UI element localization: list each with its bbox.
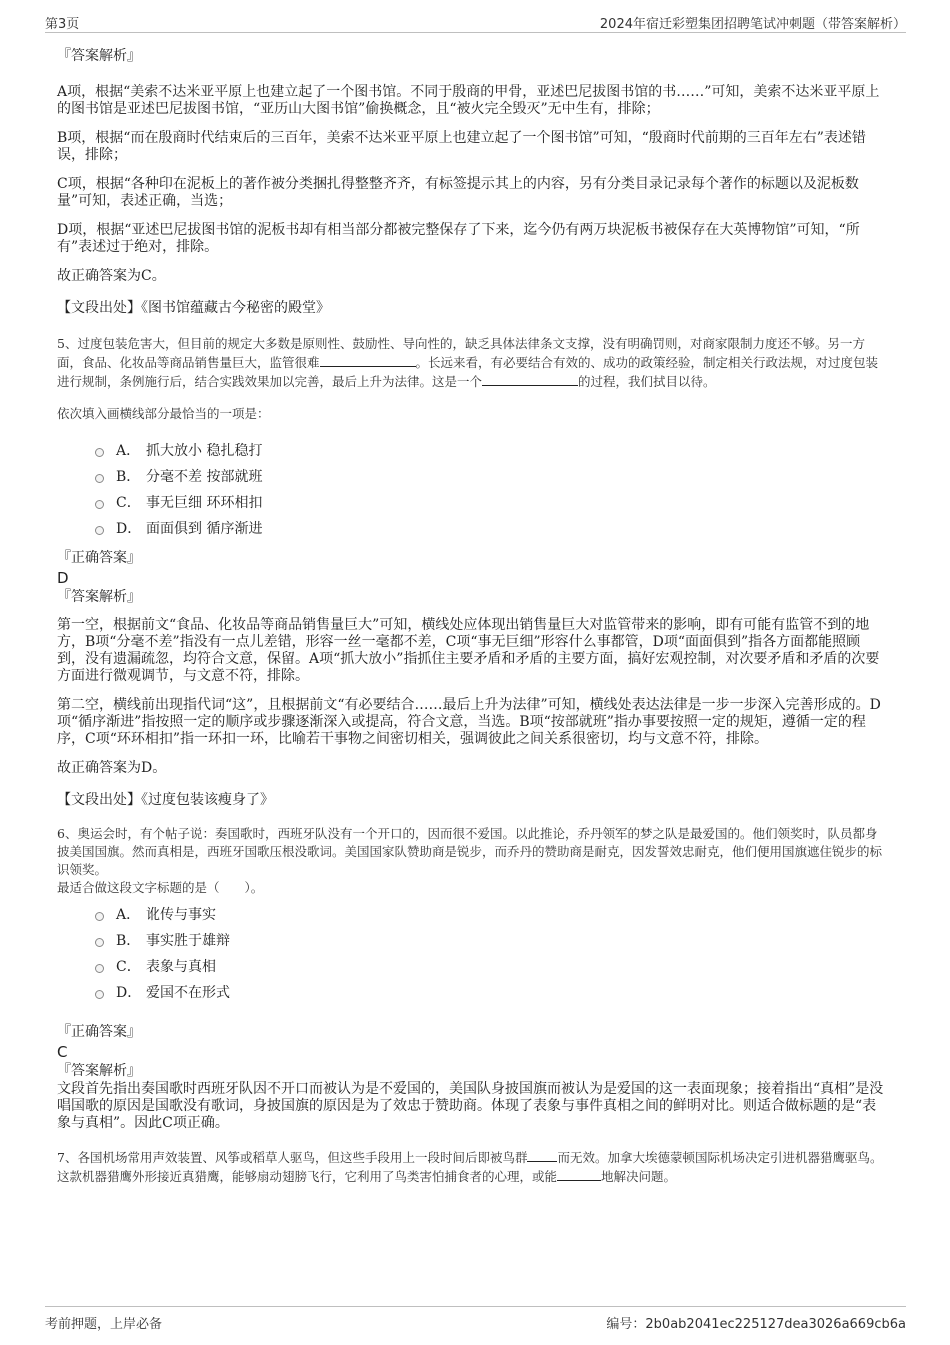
document-id: 编号：2b0ab2041ec225127dea3026a669cb6a [606,1317,906,1332]
q6-answer-label: 『正确答案』 [57,1024,141,1040]
q6-options [95,901,884,1005]
q6-option-c[interactable]: C． 表象与真相 [95,953,884,979]
q6-option-a[interactable]: A． 讹传与事实 [95,901,884,927]
page-header [45,12,906,33]
q5-answer: D [57,569,69,587]
q5-analysis-2: 第二空，横线前出现指代词“这”，且根据前文“有必要结合……最后上升为法律”可知，横线处表达法律是一步一步深入完善形成的。D项“循序渐进”指按照一定的顺序或步骤逐渐深入或提高，符合文意，当选。B项“按部就班”指办事要按照一定的规矩，遵循一定的程序，C项“环环相扣”指一环扣一环，比喻若干事物之间密切相关，强调彼此之间关系很密切，均与文意不符，排除。 [57,697,881,747]
q4-analysis-a: A项，根据“美索不达米亚平原上也建立起了一个图书馆。不同于殷商的甲骨，亚述巴尼拔图书馆的书……”可知，美索不达米亚平原上的图书馆是亚述巴尼拔图书馆，“亚历山大图书馆”偷换概念，且“被火完全毁灭”无中生有，排除； [57,84,880,117]
footer-slogan: 考前押题，上岸必备 [45,1317,163,1332]
q4-analysis-d: D项，根据“亚述巴尼拔图书馆的泥板书却有相当部分都被完整保存了下来，迄今仍有两万块泥板书被保存在大英博物馆”可知，“所有”表述过于绝对，排除。 [57,222,860,255]
radio-icon[interactable] [95,912,104,921]
radio-icon[interactable] [95,990,104,999]
q4-conclusion: 故正确答案为C。 [57,268,166,284]
radio-icon[interactable] [95,500,104,509]
q4-analysis-label: 『答案解析』 [57,48,141,64]
q4-analysis-b: B项，根据“而在殷商时代结束后的三百年，美索不达米亚平原上也建立起了一个图书馆”可知，“殷商时代前期的三百年左右”表述错误，排除； [57,130,866,163]
q5-analysis-label: 『答案解析』 [57,589,141,605]
q5-conclusion: 故正确答案为D。 [57,760,167,776]
page-footer [45,1306,906,1331]
q7-blank-2 [557,1167,601,1181]
document-title: 2024年宿迁彩塑集团招聘笔试冲刺题（带答案解析） [599,17,906,32]
q5-analysis-1: 第一空，根据前文“食品、化妆品等商品销售量巨大”可知，横线处应体现出销售量巨大对监管带来的影响，即有可能有监管不到的地方，B项“分毫不差”指没有一点儿差错，形容一丝一毫都不差，C项“事无巨细”形容什么事都管，D项“面面俱到”指各方面都能照顾到，没有遗漏疏忽，均符合文意，保留。A项“抓大放小”指抓住主要矛盾和矛盾的主要方面，搞好宏观控制，对次要矛盾和矛盾的次要方面进行微观调节，与文意不符，排除。 [57,617,880,684]
page-number: 第3页 [45,17,80,32]
q6-option-d[interactable]: D． 爱国不在形式 [95,979,884,1005]
q5-option-d[interactable]: D． 面面俱到 循序渐进 [95,515,884,541]
q5-option-b[interactable]: B． 分毫不差 按部就班 [95,463,884,489]
radio-icon[interactable] [95,964,104,973]
q6-option-b[interactable]: B． 事实胜于雄辩 [95,927,884,953]
q5-blank-2 [482,372,578,386]
q6-analysis-label: 『答案解析』 [57,1063,141,1079]
radio-icon[interactable] [95,448,104,457]
q7-stem: 7、各国机场常用声效装置、风筝或稻草人驱鸟，但这些手段用上一段时间后即被鸟群 而无效。加拿大埃德蒙顿国际机场决定引进机器猎鹰驱鸟。这款机器猎鹰外形接近真猎鹰，能够扇动翅膀飞行，它利用了鸟类害怕捕食者的心理，或能 地解决问题。 [57,1150,883,1184]
q5-option-c[interactable]: C． 事无巨细 环环相扣 [95,489,884,515]
radio-icon[interactable] [95,938,104,947]
q5-prompt: 依次填入画横线部分最恰当的一项是： [57,406,270,421]
q6-prompt: 最适合做这段文字标题的是（ ）。 [57,880,264,895]
radio-icon[interactable] [95,474,104,483]
q5-stem: 5、过度包装危害大，但目前的规定大多数是原则性、鼓励性、导向性的，缺乏具体法律条文支撑，没有明确罚则，对商家限制力度还不够。另一方面，食品、化妆品等商品销售量巨大，监管很难 。长远来看，有必要结合有效的、成功的政策经验，制定相关行政法规，对过度包装进行规制，条例施行后，结合实践效果加以完善，最后上升为法律。这是一个 的过程，我们拭目以待。 [57,336,879,389]
q4-source: 【文段出处】《图书馆蕴藏古今秘密的殿堂》 [57,300,330,316]
page-content [57,45,884,1186]
q6-stem: 6、奥运会时，有个帖子说：奏国歌时，西班牙队没有一个开口的，因而很不爱国。以此推论，乔丹领军的梦之队是最爱国的。他们领奖时，队员都身披美国国旗。然而真相是，西班牙国歌压根没歌词。美国国家队赞助商是锐步，而乔丹的赞助商是耐克，因发誓效忠耐克，他们便用国旗遮住锐步的标识领奖。 [57,826,883,877]
q5-blank-1 [320,353,416,367]
q6-analysis: 文段首先指出奏国歌时西班牙队因不开口而被认为是不爱国的，美国队身披国旗而被认为是爱国的这一表面现象；接着指出“真相”是没唱国歌的原因是国歌没有歌词，身披国旗的原因是为了效忠于赞助商。体现了表象与事件真相之间的鲜明对比。则适合做标题的是“表象与真相”。因此C项正确。 [57,1081,884,1131]
q5-option-a[interactable]: A． 抓大放小 稳扎稳打 [95,437,884,463]
q4-analysis-c: C项，根据“各种印在泥板上的著作被分类捆扎得整整齐齐，有标签提示其上的内容，另有分类目录记录每个著作的标题以及泥板数量”可知，表述正确，当选； [57,176,859,209]
q5-source: 【文段出处】《过度包装该瘦身了》 [57,792,274,808]
q6-answer: C [57,1043,68,1061]
q5-answer-label: 『正确答案』 [57,550,141,566]
q5-options [95,437,884,541]
radio-icon[interactable] [95,526,104,535]
q7-blank-1 [527,1148,557,1162]
